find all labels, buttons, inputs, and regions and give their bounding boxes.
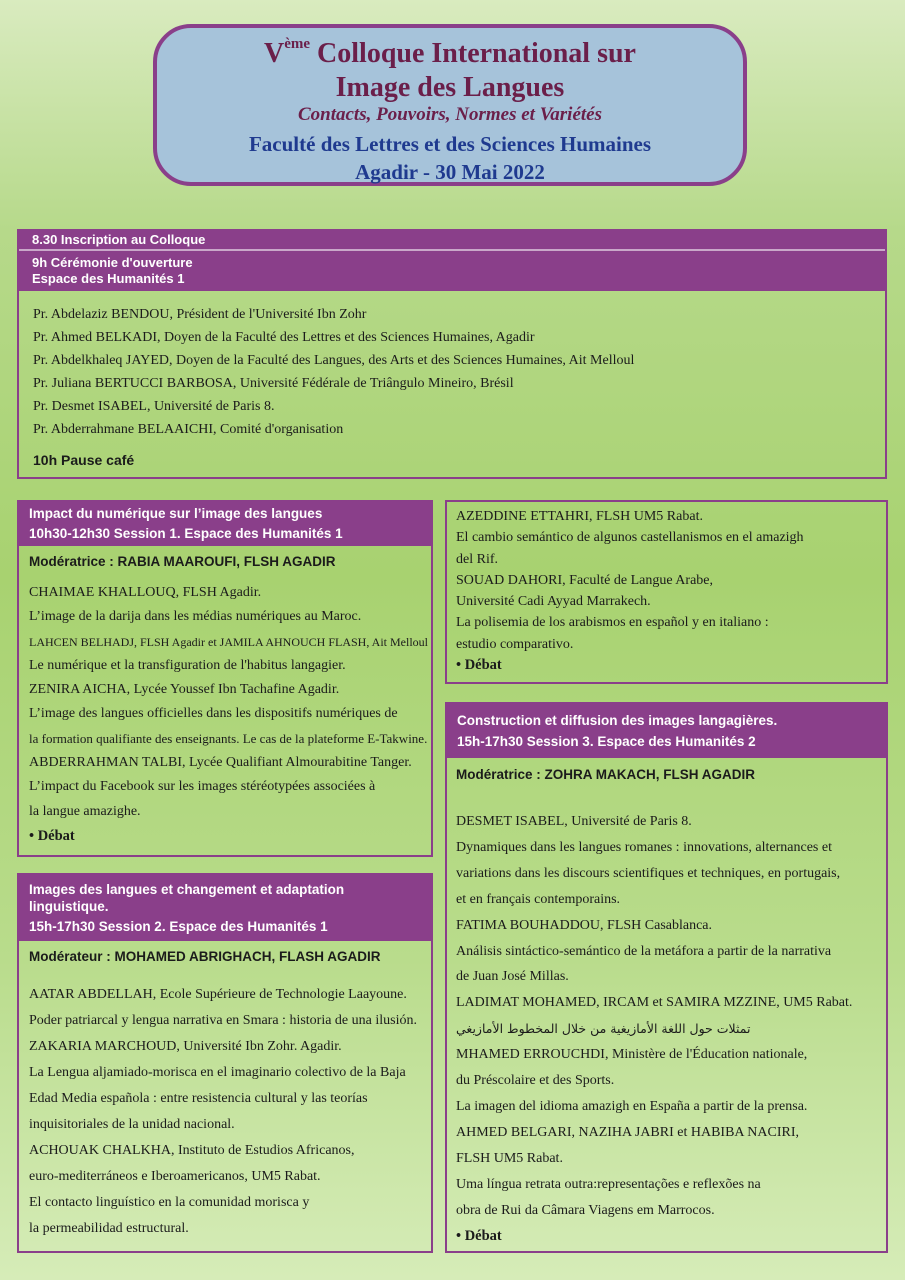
talk-line: la langue amazighe. (29, 803, 141, 819)
session-1-continued-talks (456, 506, 804, 676)
talk-line: ACHOUAK CHALKHA, Instituto de Estudios Africanos, (29, 1143, 355, 1158)
talk-line: El contacto linguístico en la comunidad morisca y (29, 1195, 310, 1210)
place-date: Agadir - 30 Mai 2022 (355, 160, 545, 184)
talk-line: du Préscolaire et des Sports. (456, 1073, 615, 1089)
talk-line: inquisitoriales de la unidad nacional. (29, 1117, 235, 1132)
talk-line: AHMED BELGARI, NAZIHA JABRI et HABIBA NACIRI, (456, 1124, 799, 1140)
talk-line: et en français contemporains. (456, 891, 621, 907)
opening-title: 9h Cérémonie d'ouverture (32, 255, 193, 270)
session-1-talks (29, 581, 428, 848)
session-1-continued-box (445, 500, 888, 684)
talk-line: LADIMAT MOHAMED, IRCAM et SAMIRA MZZINE, UM5 Rabat. (456, 995, 853, 1011)
session-2-moderator: Modérateur : MOHAMED ABRIGHACH, FLASH AGADIR (29, 949, 381, 964)
talk-line: MHAMED ERROUCHDI, Ministère de l'Éducation nationale, (456, 1047, 808, 1063)
talk-line: Edad Media española : entre resistencia cultural y las teorías (29, 1091, 368, 1106)
title-line-1: Vème Colloque International sur (264, 35, 636, 69)
faculty-name: Faculté des Lettres et des Sciences Humaines (248, 132, 652, 156)
talk-line: la permeabilidad estructural. (29, 1221, 189, 1236)
talk-line: ABDERRAHMAN TALBI, Lycée Qualifiant Almourabitine Tanger. (29, 755, 412, 771)
speaker-item: Pr. Abdelaziz BENDOU, Président de l'Université Ibn Zohr (33, 307, 367, 322)
opening-ceremony-box (17, 229, 887, 479)
session-3-moderator: Modératrice : ZOHRA MAKACH, FLSH AGADIR (456, 767, 756, 782)
talk-line: variations dans les discours scientifiques et techniques, en portugais, (456, 865, 841, 881)
talk-line: L’image de la darija dans les médias numériques au Maroc. (29, 609, 362, 625)
talk-line: Poder patriarcal y lengua narrativa en Smara : historia de una ilusión. (29, 1013, 417, 1028)
speaker-item: Pr. Abdelkhaleq JAYED, Doyen de la Faculté des Langues, des Arts et des Sciences Humaines, Ait Melloul (33, 353, 635, 368)
speaker-item: Pr. Abderrahmane BELAAICHI, Comité d'organisation (33, 422, 344, 437)
opening-bar (19, 251, 885, 291)
talk-line: LAHCEN BELHADJ, FLSH Agadir et JAMILA AHNOUCH FLASH, Ait Melloul (29, 634, 429, 649)
session-3-talks (456, 809, 852, 1249)
talk-line: Université Cadi Ayyad Marrakech. (456, 594, 651, 610)
speaker-list (33, 303, 634, 441)
talk-line: Análisis sintáctico-semántico de la metáfora a partir de la narrativa (456, 943, 832, 959)
session-3-header (447, 704, 886, 758)
talk-line: Uma língua retrata outra:representações e reflexões na (456, 1176, 761, 1192)
debate-item: • Débat (456, 657, 502, 674)
inscription-bar: 8.30 Inscription au Colloque (19, 231, 885, 249)
session-3-box (445, 702, 888, 1253)
talk-line-arabic: تمثلات حول اللغة الأمازيغية من خلال المخطوط الأمازيغي (456, 1021, 751, 1037)
speaker-item: Pr. Desmet ISABEL, Université de Paris 8. (33, 399, 275, 414)
session-1-header (19, 502, 431, 546)
coffee-break: 10h Pause café (33, 452, 135, 468)
session-1-box (17, 500, 433, 857)
talk-line: FLSH UM5 Rabat. (456, 1150, 563, 1166)
talk-line: AATAR ABDELLAH, Ecole Supérieure de Technologie Laayoune. (29, 987, 407, 1002)
talk-line: FATIMA BOUHADDOU, FLSH Casablanca. (456, 917, 713, 933)
speaker-item: Pr. Ahmed BELKADI, Doyen de la Faculté des Lettres et des Sciences Humaines, Agadir (33, 330, 535, 345)
session-2-talks (29, 982, 417, 1242)
header-banner (153, 24, 747, 186)
session-2-header (19, 875, 431, 941)
talk-line: euro-mediterráneos e Iberoamericanos, UM5 Rabat. (29, 1169, 321, 1184)
talk-line: El cambio semántico de algunos castellanismos en el amazigh (456, 530, 804, 546)
talk-line: la formation qualifiante des enseignants. Le cas de la plateforme E-Takwine. (29, 730, 428, 746)
title-line-2: Image des Langues (335, 72, 565, 103)
opening-place: Espace des Humanités 1 (32, 271, 185, 286)
debate-item: • Débat (29, 827, 75, 844)
debate-item: • Débat (456, 1227, 502, 1244)
session-3-theme: Construction et diffusion des images langagières. (457, 713, 778, 728)
talk-line: L’image des langues officielles dans les dispositifs numériques de (29, 706, 398, 722)
talk-line: Dynamiques dans les langues romanes : innovations, alternances et (456, 839, 832, 855)
session-1-time-place: 10h30-12h30 Session 1. Espace des Humanités 1 (29, 526, 343, 541)
talk-line: SOUAD DAHORI, Faculté de Langue Arabe, (456, 572, 713, 588)
talk-line: ZAKARIA MARCHOUD, Université Ibn Zohr. Agadir. (29, 1039, 342, 1054)
session-2-time-place: 15h-17h30 Session 2. Espace des Humanités 1 (29, 919, 328, 934)
talk-line: L’impact du Facebook sur les images stéréotypées associées à (29, 779, 376, 795)
session-3-time-place: 15h-17h30 Session 3. Espace des Humanités 2 (457, 734, 756, 749)
talk-line: La polisemia de los arabismos en español y en italiano : (456, 615, 769, 631)
subtitle: Contacts, Pouvoirs, Normes et Variétés (297, 104, 602, 125)
speaker-item: Pr. Juliana BERTUCCI BARBOSA, Université Fédérale de Triângulo Mineiro, Brésil (33, 376, 514, 391)
session-2-box (17, 873, 433, 1253)
session-1-theme: Impact du numérique sur l’image des langues (29, 506, 323, 521)
talk-line: obra de Rui da Câmara Viagens em Marrocos. (456, 1202, 715, 1218)
talk-line: La Lengua aljamiado-morisca en el imaginario colectivo de la Baja (29, 1065, 406, 1080)
talk-line: La imagen del idioma amazigh en España a partir de la prensa. (456, 1098, 808, 1114)
talk-line: de Juan José Millas. (456, 969, 569, 985)
talk-line: Le numérique et la transfiguration de l'habitus langagier. (29, 657, 346, 673)
talk-line: ZENIRA AICHA, Lycée Youssef Ibn Tachafine Agadir. (29, 682, 340, 698)
talk-line: del Rif. (456, 551, 498, 567)
talk-line: DESMET ISABEL, Université de Paris 8. (456, 814, 692, 829)
talk-line: CHAIMAE KHALLOUQ, FLSH Agadir. (29, 585, 262, 600)
talk-line: estudio comparativo. (456, 636, 574, 652)
session-1-moderator: Modératrice : RABIA MAAROUFI, FLSH AGADIR (29, 554, 336, 569)
session-2-theme: Images des langues et changement et adaptation linguistique. (29, 882, 345, 914)
talk-line: AZEDDINE ETTAHRI, FLSH UM5 Rabat. (456, 509, 703, 524)
